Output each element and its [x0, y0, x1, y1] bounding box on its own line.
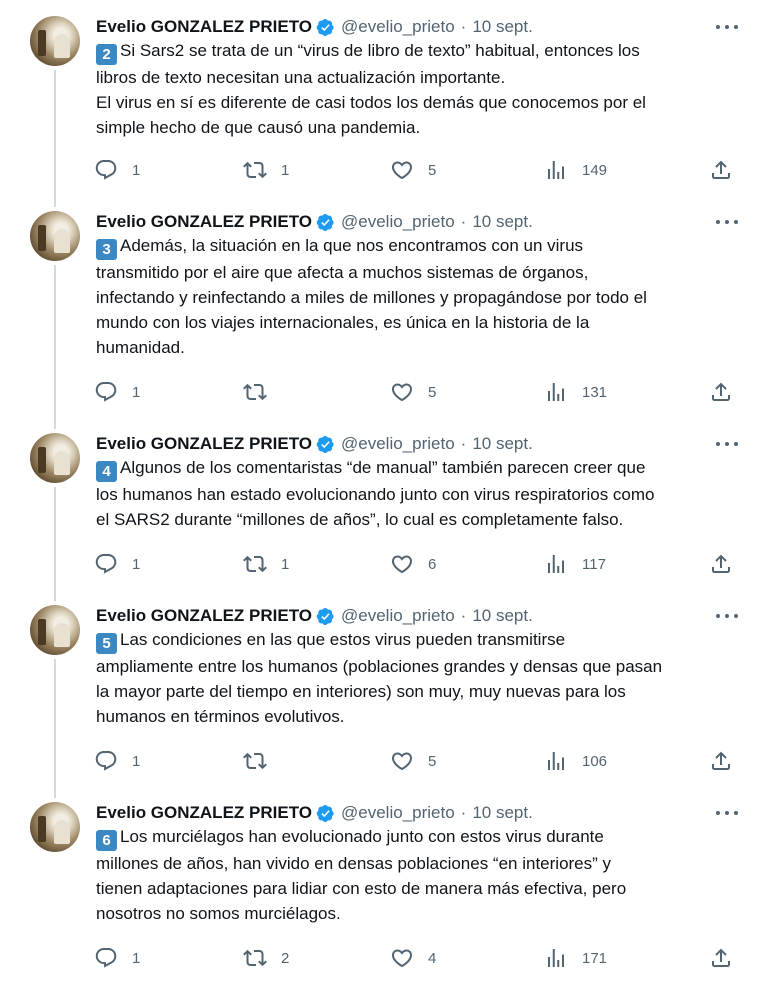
like-icon: [390, 946, 414, 970]
reply-count: 1: [132, 161, 141, 179]
tweet-text: [96, 627, 746, 729]
tweet-text-line: [96, 285, 746, 310]
tweet-header: [96, 802, 533, 824]
author-handle[interactable]: @evelio_prieto: [341, 212, 455, 231]
tweet-date[interactable]: 10 sept.: [472, 212, 533, 231]
retweet-button[interactable]: [243, 157, 289, 183]
tweet-text-segment: libros de texto necesitan una actualización importante.: [96, 68, 506, 87]
tweet-text-line: [96, 654, 746, 679]
views-count: 117: [582, 555, 606, 573]
tweet-text-line: [96, 627, 746, 654]
reply-count: 1: [132, 555, 141, 573]
verified-badge-icon: [316, 18, 335, 37]
tweet-actions: [0, 551, 760, 577]
like-button[interactable]: [390, 748, 436, 774]
reply-icon: [94, 380, 118, 404]
tweet-text-segment: El virus en sí es diferente de casi todos los demás que conocemos por el: [96, 93, 646, 112]
views-count: 106: [582, 752, 608, 770]
more-icon[interactable]: [716, 439, 738, 449]
tweet-text-segment: transmitido por el aire que afecta a muchos sistemas de órganos,: [96, 263, 589, 282]
avatar[interactable]: [30, 605, 80, 655]
tweet-text-line: [96, 901, 746, 926]
author-name[interactable]: Evelio GONZALEZ PRIETO: [96, 212, 312, 231]
keycap-number-emoji: 6: [96, 830, 117, 851]
author-handle[interactable]: @evelio_prieto: [341, 803, 455, 822]
author-handle[interactable]: @evelio_prieto: [341, 17, 455, 36]
more-icon[interactable]: [716, 808, 738, 818]
views-button[interactable]: [544, 379, 607, 405]
tweet-text-line: [96, 507, 746, 532]
views-button[interactable]: [544, 157, 607, 183]
tweet-text-line: [96, 851, 746, 876]
tweet-text: [96, 38, 746, 140]
retweet-icon: [243, 946, 267, 970]
tweet-date[interactable]: 10 sept.: [472, 434, 533, 453]
reply-button[interactable]: [94, 157, 140, 183]
tweet-date[interactable]: 10 sept.: [472, 606, 533, 625]
share-button[interactable]: [709, 748, 733, 774]
retweet-count: 2: [281, 949, 290, 967]
keycap-number-emoji: 2: [96, 44, 117, 65]
tweet-text-line: [96, 90, 746, 115]
tweet-date[interactable]: 10 sept.: [472, 803, 533, 822]
verified-badge-icon: [316, 804, 335, 823]
like-count: 4: [428, 949, 437, 967]
reply-button[interactable]: [94, 748, 140, 774]
separator-dot: ·: [460, 17, 467, 36]
tweet-text: [96, 233, 746, 360]
separator-dot: ·: [460, 212, 467, 231]
tweet-text-segment: Los murciélagos han evolucionado junto con estos virus durante: [120, 827, 604, 846]
retweet-icon: [243, 749, 267, 773]
tweet-text-line: [96, 260, 746, 285]
views-count: 149: [582, 161, 608, 179]
tweet-text-line: [96, 233, 746, 260]
tweet-text: [96, 824, 746, 926]
views-button[interactable]: [544, 748, 607, 774]
like-icon: [390, 552, 414, 576]
share-icon: [709, 749, 733, 773]
avatar[interactable]: [30, 211, 80, 261]
tweet-text-segment: Si Sars2 se trata de un “virus de libro de texto” habitual, entonces los: [120, 41, 640, 60]
tweet-text-segment: humanidad.: [96, 338, 185, 357]
views-icon: [544, 380, 568, 404]
like-count: 5: [428, 383, 437, 401]
retweet-icon: [243, 552, 267, 576]
tweet-text-line: [96, 482, 746, 507]
reply-count: 1: [132, 949, 141, 967]
author-name[interactable]: Evelio GONZALEZ PRIETO: [96, 803, 312, 822]
separator-dot: ·: [460, 434, 467, 453]
share-icon: [709, 158, 733, 182]
separator-dot: ·: [460, 803, 467, 822]
tweet-text-line: [96, 876, 746, 901]
share-button[interactable]: [709, 551, 733, 577]
thread-connector-line: [54, 70, 56, 207]
more-icon[interactable]: [716, 22, 738, 32]
tweet-text-segment: Las condiciones en las que estos virus pueden transmitirse: [120, 630, 566, 649]
like-icon: [390, 380, 414, 404]
reply-icon: [94, 946, 118, 970]
tweet-header: [96, 605, 533, 627]
retweet-button[interactable]: [243, 551, 289, 577]
tweet-text-line: [96, 335, 746, 360]
keycap-number-emoji: 4: [96, 461, 117, 482]
reply-icon: [94, 749, 118, 773]
like-button[interactable]: [390, 379, 436, 405]
share-icon: [709, 946, 733, 970]
reply-button[interactable]: [94, 379, 140, 405]
retweet-button[interactable]: [243, 748, 281, 774]
keycap-number-emoji: 3: [96, 239, 117, 260]
views-button[interactable]: [544, 945, 607, 971]
tweet-text-segment: infectando y reinfectando a miles de millones y propagándose por todo el: [96, 288, 647, 307]
views-icon: [544, 749, 568, 773]
views-icon: [544, 158, 568, 182]
like-count: 5: [428, 161, 437, 179]
author-handle[interactable]: @evelio_prieto: [341, 434, 455, 453]
author-handle[interactable]: @evelio_prieto: [341, 606, 455, 625]
more-icon[interactable]: [716, 611, 738, 621]
reply-icon: [94, 158, 118, 182]
verified-badge-icon: [316, 213, 335, 232]
tweet-actions: [0, 748, 760, 774]
separator-dot: ·: [460, 606, 467, 625]
tweet-header: [96, 433, 533, 455]
avatar[interactable]: [30, 802, 80, 852]
tweet-text-line: [96, 679, 746, 704]
views-count: 171: [582, 949, 608, 967]
share-icon: [709, 552, 733, 576]
retweet-count: 1: [281, 555, 290, 573]
reply-button[interactable]: [94, 551, 140, 577]
views-button[interactable]: [544, 551, 606, 577]
tweet-text-segment: tienen adaptaciones para lidiar con esto de manera más efectiva, pero: [96, 879, 627, 898]
thread-connector-line: [54, 487, 56, 601]
verified-badge-icon: [316, 435, 335, 454]
tweet-text-line: [96, 824, 746, 851]
tweet-text-segment: mundo con los viajes internacionales, es única en la historia de la: [96, 313, 590, 332]
verified-badge-icon: [316, 607, 335, 626]
reply-button[interactable]: [94, 945, 140, 971]
author-name[interactable]: Evelio GONZALEZ PRIETO: [96, 606, 312, 625]
share-button[interactable]: [709, 945, 733, 971]
tweet-text-line: [96, 310, 746, 335]
views-icon: [544, 552, 568, 576]
reply-count: 1: [132, 383, 141, 401]
like-icon: [390, 158, 414, 182]
retweet-count: 1: [281, 161, 290, 179]
tweet-text-line: [96, 455, 746, 482]
keycap-number-emoji: 5: [96, 633, 117, 654]
like-count: 6: [428, 555, 437, 573]
tweet-text-segment: nosotros no somos murciélagos.: [96, 904, 341, 923]
avatar[interactable]: [30, 16, 80, 66]
author-name[interactable]: Evelio GONZALEZ PRIETO: [96, 434, 312, 453]
tweet-actions: [0, 945, 760, 971]
tweet-text-segment: millones de años, han vivido en densas poblaciones “en interiores” y: [96, 854, 612, 873]
like-icon: [390, 749, 414, 773]
tweet-text-line: [96, 115, 746, 140]
like-count: 5: [428, 752, 437, 770]
tweet-text: [96, 455, 746, 532]
tweet-header: [96, 211, 533, 233]
views-icon: [544, 946, 568, 970]
thread-connector-line: [54, 659, 56, 798]
tweet-text-segment: humanos en términos evolutivos.: [96, 707, 345, 726]
share-icon: [709, 380, 733, 404]
tweet-text-segment: Algunos de los comentaristas “de manual” también parecen creer que: [120, 458, 646, 477]
retweet-icon: [243, 158, 267, 182]
tweet-text-segment: el SARS2 durante “millones de años”, lo cual es completamente falso.: [96, 510, 624, 529]
author-name[interactable]: Evelio GONZALEZ PRIETO: [96, 17, 312, 36]
retweet-button[interactable]: [243, 379, 281, 405]
retweet-button[interactable]: [243, 945, 289, 971]
tweet-date[interactable]: 10 sept.: [472, 17, 533, 36]
share-button[interactable]: [709, 379, 733, 405]
tweet-text-line: [96, 38, 746, 65]
tweet-text-segment: simple hecho de que causó una pandemia.: [96, 118, 421, 137]
retweet-icon: [243, 380, 267, 404]
share-button[interactable]: [709, 157, 733, 183]
views-count: 131: [582, 383, 608, 401]
reply-count: 1: [132, 752, 141, 770]
tweet-text-segment: los humanos han estado evolucionando junto con virus respiratorios como: [96, 485, 655, 504]
tweet-text-segment: la mayor parte del tiempo en interiores) son muy, muy nuevas para los: [96, 682, 626, 701]
tweet-header: [96, 16, 533, 38]
avatar[interactable]: [30, 433, 80, 483]
like-button[interactable]: [390, 945, 436, 971]
tweet-actions: [0, 157, 760, 183]
like-button[interactable]: [390, 157, 436, 183]
tweet-text-line: [96, 65, 746, 90]
like-button[interactable]: [390, 551, 436, 577]
more-icon[interactable]: [716, 217, 738, 227]
tweet-text-segment: ampliamente entre los humanos (poblaciones grandes y densas que pasan: [96, 657, 663, 676]
reply-icon: [94, 552, 118, 576]
tweet-text-segment: Además, la situación en la que nos encontramos con un virus: [120, 236, 584, 255]
tweet-actions: [0, 379, 760, 405]
tweet-text-line: [96, 704, 746, 729]
